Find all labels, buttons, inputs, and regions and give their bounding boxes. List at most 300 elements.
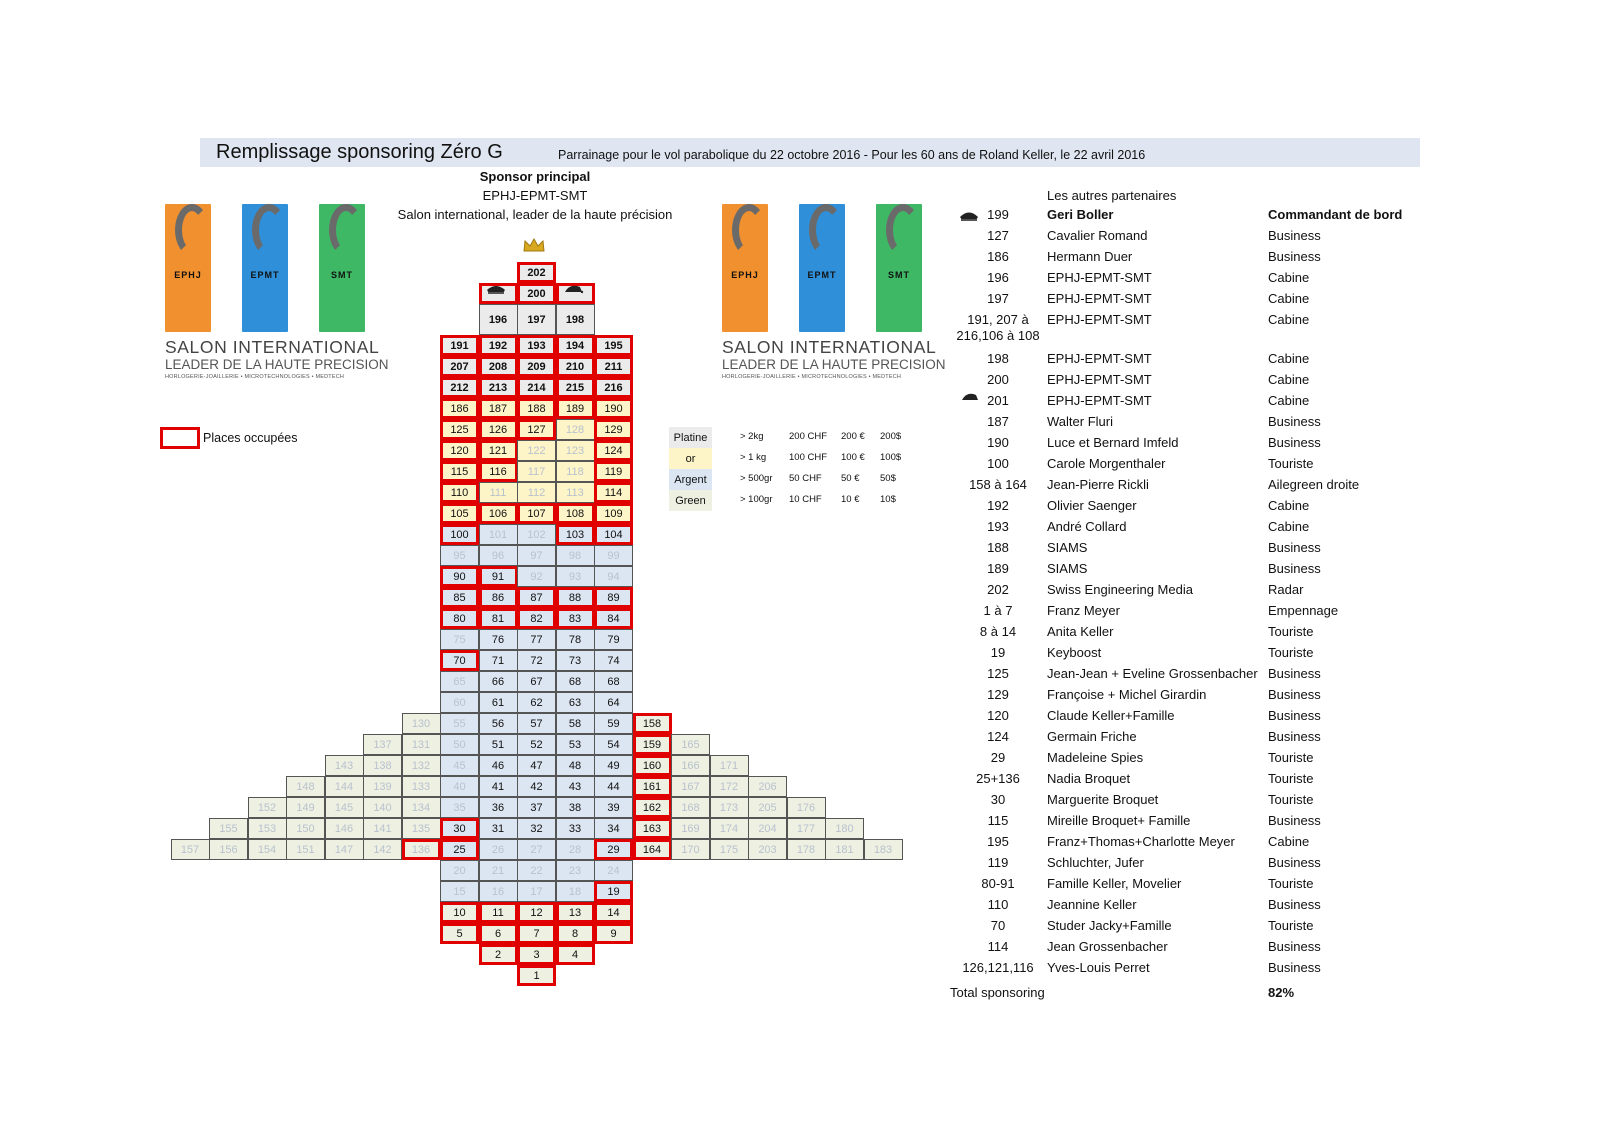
seat-13: 13 — [556, 902, 595, 923]
seat-204: 204 — [748, 818, 787, 839]
partner-seats: 100 — [987, 456, 1009, 471]
seat-28: 28 — [556, 839, 595, 860]
seat-92: 92 — [517, 566, 556, 587]
partner-role: Business — [1268, 855, 1321, 870]
partner-name: EPHJ-EPMT-SMT — [1047, 312, 1152, 327]
seat-112: 112 — [517, 482, 556, 503]
seat-127: 127 — [517, 419, 556, 440]
seat-158: 158 — [633, 713, 672, 734]
seat-214: 214 — [517, 377, 556, 398]
seat-110: 110 — [440, 482, 479, 503]
sponsor-logo-right — [722, 192, 946, 382]
partner-seats: 187 — [987, 414, 1009, 429]
partner-seats: 124 — [987, 729, 1009, 744]
partner-role: Empennage — [1268, 603, 1339, 618]
crown-icon — [523, 238, 545, 252]
seat-175: 175 — [710, 839, 749, 860]
seat-93: 93 — [556, 566, 595, 587]
partner-name: Walter Fluri — [1047, 414, 1113, 429]
tier-usd: 50$ — [880, 473, 896, 484]
partner-name: Claude Keller+Famille — [1047, 708, 1175, 723]
seat-136: 136 — [402, 839, 441, 860]
partner-name: Famille Keller, Movelier — [1047, 876, 1182, 891]
partner-name: Olivier Saenger — [1047, 498, 1137, 513]
seat-18: 18 — [556, 881, 595, 902]
logo-label-smt: SMT — [888, 270, 910, 280]
partner-name: Hermann Duer — [1047, 249, 1133, 264]
seat-121: 121 — [479, 440, 518, 461]
partner-name: Mireille Broquet+ Famille — [1047, 813, 1191, 828]
partner-name: Geri Boller — [1047, 207, 1114, 222]
partner-role: Business — [1268, 708, 1321, 723]
seat-88: 88 — [556, 587, 595, 608]
partner-role: Touriste — [1268, 624, 1314, 639]
seat-116: 116 — [479, 461, 518, 482]
partner-role: Cabine — [1268, 393, 1310, 408]
tier-chf: 50 CHF — [789, 473, 822, 484]
seat-209: 209 — [517, 356, 556, 377]
seat-29: 29 — [594, 839, 633, 860]
seat-27: 27 — [517, 839, 556, 860]
seat-9: 9 — [594, 923, 633, 944]
seat-145: 145 — [325, 797, 364, 818]
seat-81: 81 — [479, 608, 518, 629]
partner-name: Jean-Pierre Rickli — [1047, 477, 1149, 492]
partner-name: Madeleine Spies — [1047, 750, 1144, 765]
logo-bar-smt — [876, 204, 922, 332]
seat-57: 57 — [517, 713, 556, 734]
seat-103: 103 — [556, 524, 595, 545]
seat-169: 169 — [671, 818, 710, 839]
logo-label-epmt: EPMT — [807, 270, 837, 280]
partner-role: Cabine — [1268, 372, 1310, 387]
seat-166: 166 — [671, 755, 710, 776]
logo-bar-ephj — [722, 204, 768, 332]
partner-seats: 1 à 7 — [983, 603, 1013, 618]
partner-role: Touriste — [1268, 771, 1314, 786]
partner-seats: 188 — [987, 540, 1009, 555]
seat-142: 142 — [363, 839, 402, 860]
seat-87: 87 — [517, 587, 556, 608]
seat-94: 94 — [594, 566, 633, 587]
seat-1: 1 — [517, 965, 556, 986]
seat-210: 210 — [556, 356, 595, 377]
partner-seats: 197 — [987, 291, 1009, 306]
seat-106: 106 — [479, 503, 518, 524]
sponsor-description: Salon international, leader de la haute précision — [397, 207, 673, 222]
seat-211: 211 — [594, 356, 633, 377]
tier-eur: 100 € — [841, 452, 865, 463]
partner-role: Touriste — [1268, 645, 1314, 660]
partner-seats: 158 à 164 — [969, 477, 1027, 492]
seat-147: 147 — [325, 839, 364, 860]
partner-name: EPHJ-EPMT-SMT — [1047, 291, 1152, 306]
partner-name: Schluchter, Jufer — [1047, 855, 1144, 870]
seat-118: 118 — [556, 461, 595, 482]
partner-seats: 30 — [990, 792, 1006, 807]
seat-181: 181 — [825, 839, 864, 860]
seat-197: 197 — [517, 304, 556, 335]
partner-role: Touriste — [1268, 792, 1314, 807]
seat-34: 34 — [594, 818, 633, 839]
seat-128: 128 — [556, 419, 595, 440]
partner-seats: 195 — [987, 834, 1009, 849]
partner-role: Cabine — [1268, 270, 1310, 285]
partner-seats: 25+136 — [976, 771, 1020, 786]
seat-113: 113 — [556, 482, 595, 503]
partner-seats: 200 — [987, 372, 1009, 387]
logo-line-3: HORLOGERIE-JOAILLERIE • MICROTECHNOLOGIES • MEDTECH — [165, 374, 345, 380]
partner-seats: 127 — [987, 228, 1009, 243]
seat-139: 139 — [363, 776, 402, 797]
seat-148: 148 — [286, 776, 325, 797]
seat-102: 102 — [517, 524, 556, 545]
seat-31: 31 — [479, 818, 518, 839]
tier-weight: > 2kg — [740, 431, 764, 442]
seat-203: 203 — [748, 839, 787, 860]
pilot-cap-icon — [485, 283, 507, 295]
seat-76: 76 — [479, 629, 518, 650]
partner-name: Franz Meyer — [1047, 603, 1120, 618]
partner-role: Business — [1268, 561, 1321, 576]
seat-74: 74 — [594, 650, 633, 671]
logo-line-3: HORLOGERIE-JOAILLERIE • MICROTECHNOLOGIES • MEDTECH — [722, 374, 902, 380]
partner-name: Yves-Louis Perret — [1047, 960, 1150, 975]
seat-100: 100 — [440, 524, 479, 545]
seat-21: 21 — [479, 860, 518, 881]
seat-53: 53 — [556, 734, 595, 755]
seat-111: 111 — [479, 482, 518, 503]
partner-name: EPHJ-EPMT-SMT — [1047, 351, 1152, 366]
seat-3: 3 — [517, 944, 556, 965]
partner-name: Franz+Thomas+Charlotte Meyer — [1047, 834, 1235, 849]
seat-66: 66 — [479, 671, 518, 692]
seat-109: 109 — [594, 503, 633, 524]
tier-name: or — [669, 448, 712, 469]
seat-180: 180 — [825, 818, 864, 839]
seat-50: 50 — [440, 734, 479, 755]
logo-line-2: LEADER DE LA HAUTE PRECISION — [165, 357, 389, 372]
seat-58: 58 — [556, 713, 595, 734]
partner-role: Ailegreen droite — [1268, 477, 1360, 492]
seat-30: 30 — [440, 818, 479, 839]
occupied-legend-swatch — [160, 427, 200, 449]
seat-156: 156 — [209, 839, 248, 860]
seat-35: 35 — [440, 797, 479, 818]
tier-usd: 10$ — [880, 494, 896, 505]
partner-role: Cabine — [1268, 834, 1310, 849]
seat-188: 188 — [517, 398, 556, 419]
seat-78: 78 — [556, 629, 595, 650]
tier-usd: 100$ — [880, 452, 902, 463]
seat-216: 216 — [594, 377, 633, 398]
seat-96: 96 — [479, 545, 518, 566]
seat-79: 79 — [594, 629, 633, 650]
seat-141: 141 — [363, 818, 402, 839]
partner-role: Business — [1268, 897, 1321, 912]
partner-seats: 70 — [990, 918, 1006, 933]
seat-124: 124 — [594, 440, 633, 461]
seat-200: 200 — [517, 283, 556, 304]
seat-167: 167 — [671, 776, 710, 797]
partner-seats: 119 — [987, 855, 1009, 870]
seat-132: 132 — [402, 755, 441, 776]
seat-12: 12 — [517, 902, 556, 923]
seat-44: 44 — [594, 776, 633, 797]
seat-52: 52 — [517, 734, 556, 755]
seat-17: 17 — [517, 881, 556, 902]
partner-name: Luce et Bernard Imfeld — [1047, 435, 1179, 450]
tier-eur: 200 € — [841, 431, 865, 442]
seat-95: 95 — [440, 545, 479, 566]
partner-seats: 125 — [987, 666, 1009, 681]
partner-name: Françoise + Michel Girardin — [1047, 687, 1207, 702]
seat-107: 107 — [517, 503, 556, 524]
partner-role: Touriste — [1268, 876, 1314, 891]
seat-130: 130 — [402, 713, 441, 734]
tier-name: Green — [669, 490, 712, 511]
partner-role: Business — [1268, 414, 1321, 429]
occupied-legend-label: Places occupées — [203, 431, 298, 445]
partner-name: SIAMS — [1047, 540, 1088, 555]
seat-43: 43 — [556, 776, 595, 797]
partner-seats: 19 — [990, 645, 1006, 660]
seat-91: 91 — [479, 566, 518, 587]
seat-212: 212 — [440, 377, 479, 398]
partner-name: Swiss Engineering Media — [1047, 582, 1193, 597]
partner-name: Jean Grossenbacher — [1047, 939, 1168, 954]
seat-75: 75 — [440, 629, 479, 650]
seat-39: 39 — [594, 797, 633, 818]
partner-role: Business — [1268, 249, 1321, 264]
seat-153: 153 — [248, 818, 287, 839]
seat-119: 119 — [594, 461, 633, 482]
logo-bar-ephj — [165, 204, 211, 332]
seat-143: 143 — [325, 755, 364, 776]
partner-seats: 199 — [987, 207, 1009, 222]
seat-10: 10 — [440, 902, 479, 923]
seat-56: 56 — [479, 713, 518, 734]
partner-seats: 192 — [987, 498, 1009, 513]
seat-163: 163 — [633, 818, 672, 839]
partner-seats: 186 — [987, 249, 1009, 264]
logo-bar-epmt — [242, 204, 288, 332]
partner-name: Keyboost — [1047, 645, 1102, 660]
seat-104: 104 — [594, 524, 633, 545]
tier-weight: > 100gr — [740, 494, 773, 505]
partner-name: EPHJ-EPMT-SMT — [1047, 372, 1152, 387]
seat-7: 7 — [517, 923, 556, 944]
seat-67: 67 — [517, 671, 556, 692]
seat-68: 68 — [594, 671, 633, 692]
seat-215: 215 — [556, 377, 595, 398]
seat-48: 48 — [556, 755, 595, 776]
seat-189: 189 — [556, 398, 595, 419]
partner-name: Anita Keller — [1047, 624, 1114, 639]
seat-170: 170 — [671, 839, 710, 860]
seat-152: 152 — [248, 797, 287, 818]
partner-name: Jeannine Keller — [1047, 897, 1137, 912]
partner-seats: 190 — [987, 435, 1009, 450]
partner-seats: 110 — [987, 897, 1009, 912]
seat-20: 20 — [440, 860, 479, 881]
partner-role: Radar — [1268, 582, 1304, 597]
seat-60: 60 — [440, 692, 479, 713]
seat-134: 134 — [402, 797, 441, 818]
sponsor-heading: Sponsor principal — [479, 169, 591, 184]
seat-46: 46 — [479, 755, 518, 776]
seat-33: 33 — [556, 818, 595, 839]
seat-54: 54 — [594, 734, 633, 755]
partner-role: Cabine — [1268, 498, 1310, 513]
partner-seats: 129 — [987, 687, 1009, 702]
tier-chf: 100 CHF — [789, 452, 828, 463]
seat-19: 19 — [594, 881, 633, 902]
seat-173: 173 — [710, 797, 749, 818]
seat-195: 195 — [594, 335, 633, 356]
partner-name: EPHJ-EPMT-SMT — [1047, 393, 1152, 408]
seat-133: 133 — [402, 776, 441, 797]
seat-42: 42 — [517, 776, 556, 797]
seat-70: 70 — [440, 650, 479, 671]
partner-name: Cavalier Romand — [1047, 228, 1148, 243]
seat-192: 192 — [479, 335, 518, 356]
seat-159: 159 — [633, 734, 672, 755]
seat-24: 24 — [594, 860, 633, 881]
seat-59: 59 — [594, 713, 633, 734]
seat-171: 171 — [710, 755, 749, 776]
partner-seats: 202 — [987, 582, 1009, 597]
seat-89: 89 — [594, 587, 633, 608]
tier-weight: > 1 kg — [740, 452, 767, 463]
seat-101: 101 — [479, 524, 518, 545]
seat-97: 97 — [517, 545, 556, 566]
seat-15: 15 — [440, 881, 479, 902]
partner-role: Touriste — [1268, 918, 1314, 933]
seat-22: 22 — [517, 860, 556, 881]
partner-role: Cabine — [1268, 351, 1310, 366]
seat-123: 123 — [556, 440, 595, 461]
seat-37: 37 — [517, 797, 556, 818]
seat-105: 105 — [440, 503, 479, 524]
seat-129: 129 — [594, 419, 633, 440]
tier-chf: 10 CHF — [789, 494, 822, 505]
logo-label-epmt: EPMT — [250, 270, 280, 280]
seat-8: 8 — [556, 923, 595, 944]
crew-cap-icon — [562, 283, 584, 295]
total-value: 82% — [1268, 985, 1295, 1000]
seat-157: 157 — [171, 839, 210, 860]
partner-seats: 80-91 — [981, 876, 1015, 891]
seat-49: 49 — [594, 755, 633, 776]
seat-151: 151 — [286, 839, 325, 860]
sponsor-name: EPHJ-EPMT-SMT — [482, 188, 588, 203]
seat-61: 61 — [479, 692, 518, 713]
logo-bar-epmt — [799, 204, 845, 332]
seat-187: 187 — [479, 398, 518, 419]
tier-chf: 200 CHF — [789, 431, 828, 442]
seat-114: 114 — [594, 482, 633, 503]
seat-194: 194 — [556, 335, 595, 356]
partners-heading: Les autres partenaires — [1047, 188, 1177, 203]
seat-165: 165 — [671, 734, 710, 755]
seat-176: 176 — [787, 797, 826, 818]
partner-role: Cabine — [1268, 519, 1310, 534]
seat-41: 41 — [479, 776, 518, 797]
seat-38: 38 — [556, 797, 595, 818]
seat-64: 64 — [594, 692, 633, 713]
seat-117: 117 — [517, 461, 556, 482]
seat-190: 190 — [594, 398, 633, 419]
sponsor-logo-left — [165, 192, 389, 382]
seat-144: 144 — [325, 776, 364, 797]
seat-4: 4 — [556, 944, 595, 965]
logo-label-smt: SMT — [331, 270, 353, 280]
logo-label-ephj: EPHJ — [731, 270, 759, 280]
seat-177: 177 — [787, 818, 826, 839]
logo-line-2: LEADER DE LA HAUTE PRECISION — [722, 357, 946, 372]
partner-role: Business — [1268, 540, 1321, 555]
partner-seats: 189 — [987, 561, 1009, 576]
seat-16: 16 — [479, 881, 518, 902]
partner-role: Touriste — [1268, 456, 1314, 471]
partner-name: Carole Morgenthaler — [1047, 456, 1166, 471]
partner-role: Business — [1268, 687, 1321, 702]
seat-72: 72 — [517, 650, 556, 671]
seat-205: 205 — [748, 797, 787, 818]
partner-seats: 29 — [990, 750, 1006, 765]
seat-82: 82 — [517, 608, 556, 629]
seat-14: 14 — [594, 902, 633, 923]
seat-5: 5 — [440, 923, 479, 944]
page-subtitle: Parrainage pour le vol parabolique du 22 octobre 2016 - Pour les 60 ans de Roland Keller, le 22 avril 2016 — [558, 148, 1146, 162]
seat-164: 164 — [633, 839, 672, 860]
seat-135: 135 — [402, 818, 441, 839]
seat-122: 122 — [517, 440, 556, 461]
partner-name: EPHJ-EPMT-SMT — [1047, 270, 1152, 285]
seat-62: 62 — [517, 692, 556, 713]
partner-role: Commandant de bord — [1268, 207, 1403, 222]
seat-51: 51 — [479, 734, 518, 755]
seat-160: 160 — [633, 755, 672, 776]
seat-36: 36 — [479, 797, 518, 818]
seat-155: 155 — [209, 818, 248, 839]
seat-77: 77 — [517, 629, 556, 650]
seat-178: 178 — [787, 839, 826, 860]
seat-174: 174 — [710, 818, 749, 839]
partner-seats: 216,106 à 108 — [956, 328, 1040, 343]
seat-6: 6 — [479, 923, 518, 944]
partner-seats: 114 — [987, 939, 1009, 954]
partner-role: Touriste — [1268, 750, 1314, 765]
partner-role: Business — [1268, 435, 1321, 450]
partner-seats: 126,121,116 — [962, 960, 1034, 975]
partner-role: Business — [1268, 939, 1321, 954]
tier-name: Platine — [669, 427, 712, 448]
total-label: Total sponsoring — [950, 985, 1045, 1000]
partner-seats: 8 à 14 — [979, 624, 1017, 639]
seat-85: 85 — [440, 587, 479, 608]
seat-45: 45 — [440, 755, 479, 776]
seat-162: 162 — [633, 797, 672, 818]
partner-role: Business — [1268, 960, 1321, 975]
partner-seats: 193 — [987, 519, 1009, 534]
partner-role: Business — [1268, 813, 1321, 828]
seat-186: 186 — [440, 398, 479, 419]
seat-150: 150 — [286, 818, 325, 839]
seat-115: 115 — [440, 461, 479, 482]
seat-83: 83 — [556, 608, 595, 629]
